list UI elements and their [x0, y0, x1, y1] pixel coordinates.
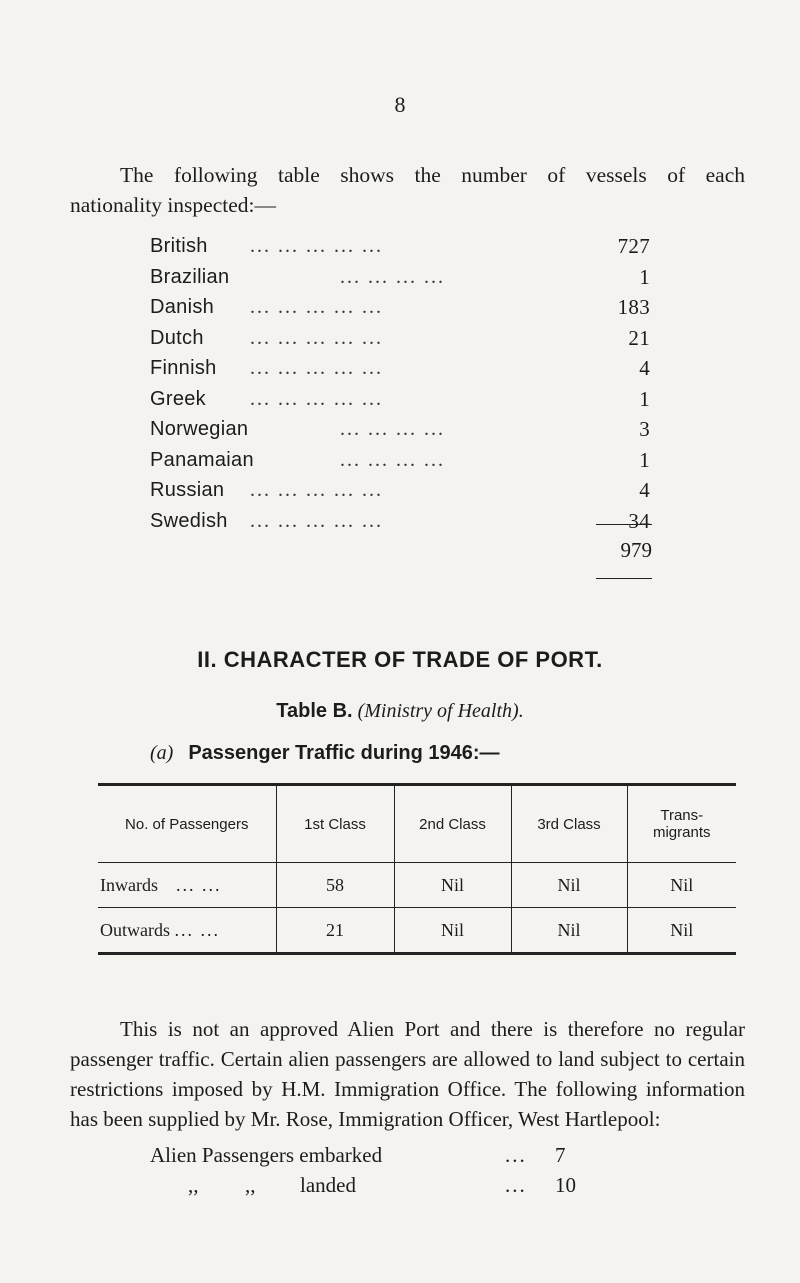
vessel-count: 727: [617, 234, 650, 258]
table-caption-label: Table B.: [276, 700, 353, 722]
leader-dots: ...: [505, 1143, 527, 1167]
leader-dots: ... ... ... ... ...: [250, 479, 383, 501]
leader-dots: ... ... ... ... ...: [250, 509, 383, 532]
page-number: 8: [394, 92, 406, 117]
leader-dots: ... ... ... ... ...: [250, 235, 383, 257]
vessel-count: 1: [639, 264, 650, 289]
leader-dots: ... ...: [174, 919, 220, 940]
column-header: 1st Class: [276, 785, 394, 863]
intro-line-2: nationality inspected:—: [70, 193, 276, 217]
column-header: 3rd Class: [511, 785, 627, 863]
table-cell: 58: [276, 863, 394, 908]
vessel-count: 4: [639, 356, 650, 380]
leader-dots: ... ...: [175, 874, 222, 895]
column-header: No. of Passengers: [98, 785, 276, 863]
total-rule-top: [596, 524, 652, 525]
column-header: Trans-migrants: [627, 785, 736, 863]
leader-dots: ... ... ... ... ...: [250, 387, 383, 410]
embarked-value: 7: [555, 1143, 566, 1167]
vessel-row: [150, 262, 650, 293]
vessel-row: [150, 353, 650, 384]
leader-dots: ... ... ... ... ...: [250, 326, 383, 349]
ditto-mark: ,,: [245, 1173, 256, 1197]
vessel-count: 1: [639, 386, 650, 411]
vessel-row: [150, 292, 650, 323]
vessel-nationality: Swedish: [150, 509, 228, 532]
vessel-nationality: Panamaian: [150, 448, 254, 471]
row-label: Inwards: [100, 874, 158, 895]
vessel-row: [150, 414, 650, 445]
table-cell: Nil: [511, 863, 627, 908]
vessel-row: [150, 323, 650, 354]
landed-label: landed: [300, 1173, 356, 1197]
vessels-total: 979: [620, 538, 652, 562]
table-row: [98, 908, 736, 954]
vessel-nationality: Brazilian: [150, 265, 230, 288]
vessel-nationality: Danish: [150, 296, 215, 318]
vessel-count: 34: [628, 508, 650, 533]
leader-dots: ... ... ... ... ...: [250, 357, 383, 379]
vessel-count: 4: [639, 478, 650, 502]
total-rule-bottom: [596, 578, 652, 579]
table-cell: Nil: [627, 908, 736, 954]
vessel-nationality: Dutch: [150, 326, 204, 349]
vessel-nationality: Greek: [150, 387, 206, 410]
vessel-list: [150, 231, 650, 536]
table-caption: [0, 700, 800, 723]
vessel-row: [150, 506, 650, 537]
leader-dots: ... ... ... ...: [340, 418, 445, 440]
leader-dots: ... ... ... ... ...: [250, 296, 383, 318]
vessel-row: [150, 231, 650, 262]
body-paragraph: This is not an approved Alien Port and there is therefore no regular passenger traffic. Certain alien passengers are allowed to land subject to certain restrictions imposed by H.M. Immigration Office. The following information has been supplied by Mr. Rose, Immigration Officer, West Hartlepool:: [70, 1017, 745, 1131]
row-label-cell: [98, 908, 276, 954]
table-cell: Nil: [394, 863, 511, 908]
section-heading: II. CHARACTER OF TRADE OF PORT.: [197, 647, 603, 672]
vessel-nationality: British: [150, 235, 208, 257]
vessel-row: [150, 445, 650, 476]
alien-passengers-list: [150, 1140, 650, 1200]
vessel-count: 1: [639, 447, 650, 472]
column-header: 2nd Class: [394, 785, 511, 863]
table-cell: Nil: [511, 908, 627, 954]
leader-dots: ...: [505, 1173, 527, 1197]
passenger-traffic-table: [98, 783, 736, 955]
intro-line-1: The following table shows the number of vessels of each: [120, 163, 745, 187]
vessel-row: [150, 384, 650, 415]
ditto-mark: ,,: [188, 1173, 199, 1197]
vessel-nationality: Norwegian: [150, 418, 249, 440]
vessel-count: 183: [617, 295, 650, 319]
subheading-text: Passenger Traffic during 1946:—: [188, 742, 500, 764]
row-label-cell: [98, 863, 276, 908]
subheading-label: (a): [150, 742, 174, 764]
alien-row-landed: [150, 1170, 650, 1200]
subheading: [150, 742, 500, 765]
table-cell: 21: [276, 908, 394, 954]
table-cell: Nil: [394, 908, 511, 954]
leader-dots: ... ... ... ...: [340, 448, 445, 471]
row-label: Outwards: [100, 919, 170, 940]
table-cell: Nil: [627, 863, 736, 908]
leader-dots: ... ... ... ...: [340, 265, 445, 288]
alien-row-embarked: [150, 1140, 650, 1170]
vessel-count: 21: [628, 325, 650, 350]
vessel-row: [150, 475, 650, 506]
landed-value: 10: [555, 1173, 576, 1197]
table-row: [98, 863, 736, 908]
table-header-row: [98, 785, 736, 863]
vessel-nationality: Finnish: [150, 357, 217, 379]
vessel-nationality: Russian: [150, 479, 225, 501]
vessel-count: 3: [639, 417, 650, 441]
embarked-label: Alien Passengers embarked: [150, 1143, 383, 1167]
table-caption-source: (Ministry of Health).: [357, 700, 524, 722]
